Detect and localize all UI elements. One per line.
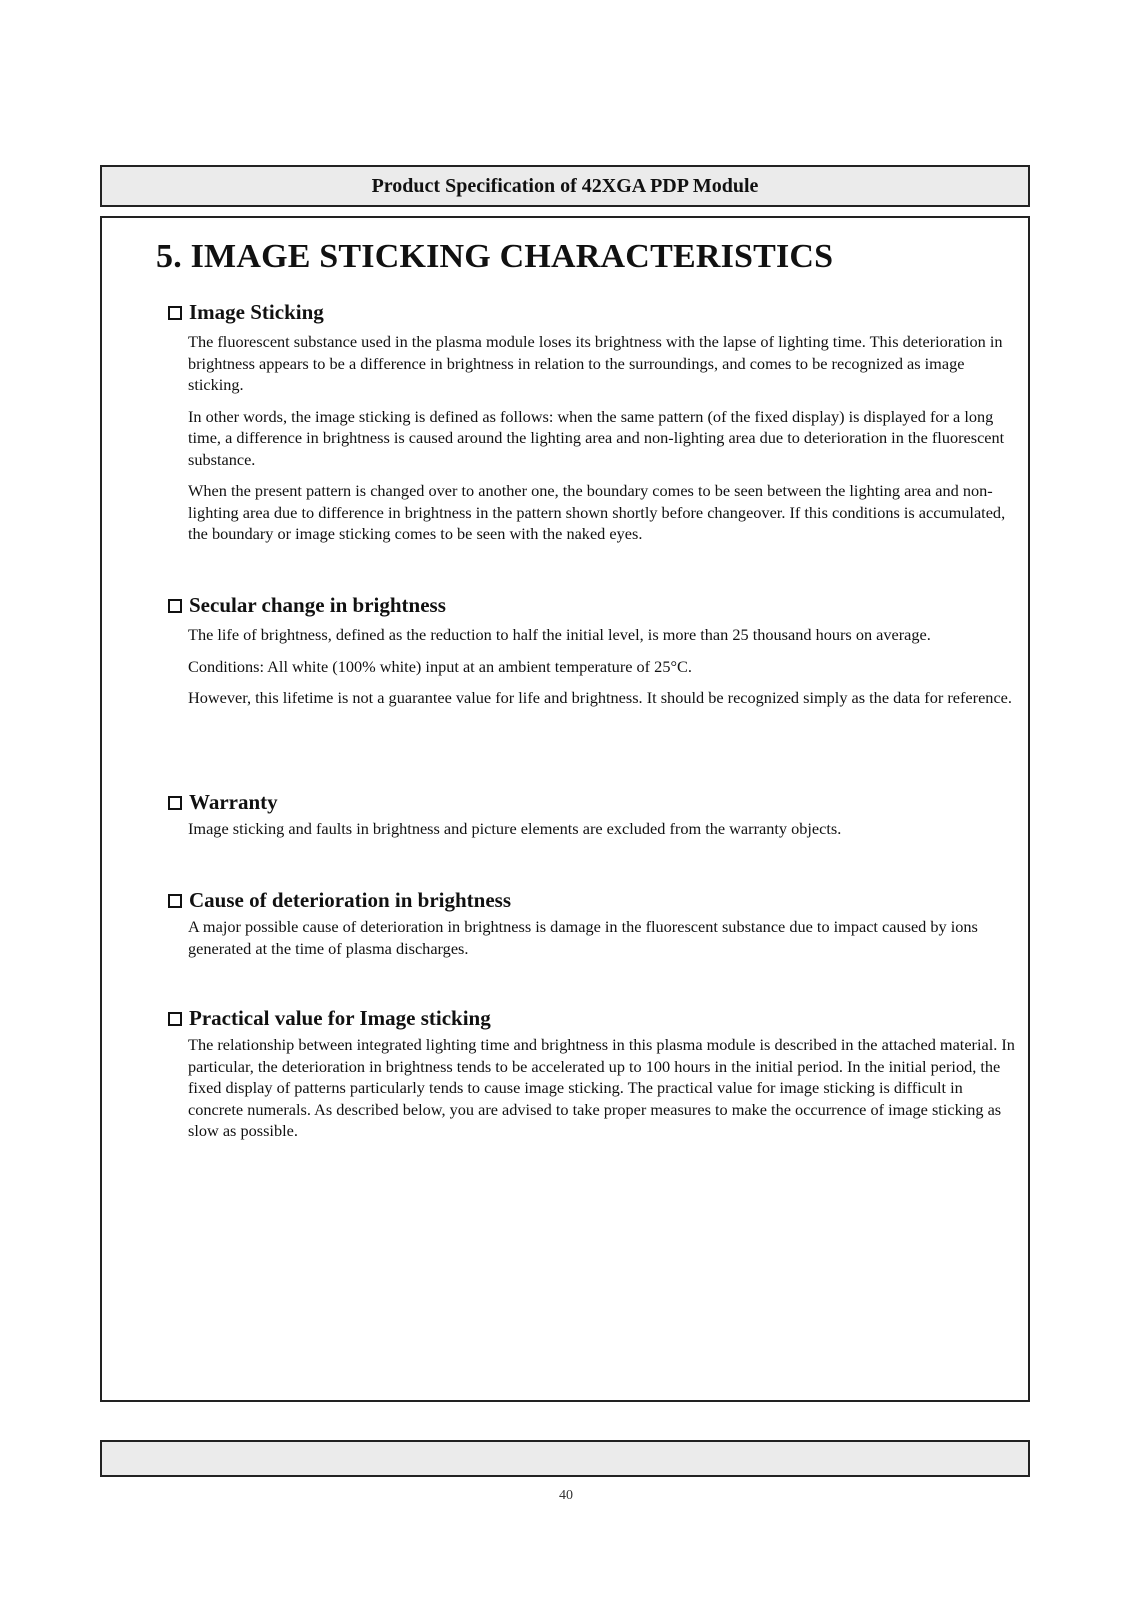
- section-heading: [168, 790, 1018, 815]
- section-heading: [168, 593, 1018, 618]
- paragraph: The relationship between integrated lighting time and brightness in this plasma module is described in the attached material. In particular, the deterioration in brightness tends to be accelerated up to 100 hours in the initial period. In the initial period, the fixed display of patterns particularly tends to cause image sticking. The practical value for image sticking is difficult in concrete numerals. As described below, you are advised to take proper measures to make the occurrence of image sticking as slow as possible.: [188, 1035, 1015, 1140]
- section-heading: [168, 888, 1018, 913]
- page-footer: [100, 1440, 1030, 1477]
- section-heading-text: Image Sticking: [189, 300, 324, 324]
- page-number: 40: [559, 1488, 573, 1503]
- section-cause-of-deterioration: [168, 888, 1018, 959]
- paragraph: Image sticking and faults in brightness and picture elements are excluded from the warranty objects.: [188, 819, 842, 838]
- section-secular-change: [168, 593, 1018, 709]
- paragraph: When the present pattern is changed over to another one, the boundary comes to be seen between the lighting area and non-lighting area due to difference in brightness in the pattern shown shortly before changeover. If this conditions is accumulated, the boundary or image sticking comes to be seen with the naked eyes.: [188, 481, 1006, 543]
- checkbox-bullet-icon: [168, 1012, 182, 1026]
- section-heading-text: Cause of deterioration in brightness: [189, 888, 511, 912]
- paragraph: Conditions: All white (100% white) input at an ambient temperature of 25°C.: [188, 656, 692, 676]
- paragraph: However, this lifetime is not a guarantee value for life and brightness. It should be recognized simply as the data for reference.: [188, 688, 1012, 707]
- chapter-title: 5. IMAGE STICKING CHARACTERISTICS: [156, 238, 834, 275]
- paragraph: A major possible cause of deterioration in brightness is damage in the fluorescent substance due to impact caused by ions generated at the time of plasma discharges.: [188, 917, 978, 958]
- section-heading-text: Practical value for Image sticking: [189, 1006, 491, 1030]
- page-header: [100, 165, 1030, 207]
- checkbox-bullet-icon: [168, 306, 182, 320]
- section-practical-value: [168, 1006, 1018, 1142]
- section-image-sticking: [168, 300, 1018, 545]
- section-heading: [168, 1006, 1018, 1031]
- section-heading-text: Warranty: [189, 790, 278, 814]
- paragraph: In other words, the image sticking is defined as follows: when the same pattern (of the fixed display) is displayed for a long time, a difference in brightness is caused around the lighting area and non-lighting area due to deterioration in the fluorescent substance.: [188, 406, 1005, 469]
- header-title: Product Specification of 42XGA PDP Module: [371, 174, 759, 197]
- checkbox-bullet-icon: [168, 599, 182, 613]
- paragraph: The life of brightness, defined as the reduction to half the initial level, is more than 25 thousand hours on average.: [188, 625, 931, 644]
- section-heading: [168, 300, 1018, 325]
- paragraph: The fluorescent substance used in the plasma module loses its brightness with the lapse of lighting time. This deterioration in brightness appears to be a difference in brightness in relation to the surroundings, and comes to be recognized as image sticking.: [188, 332, 1003, 394]
- checkbox-bullet-icon: [168, 894, 182, 908]
- section-heading-text: Secular change in brightness: [189, 593, 446, 617]
- checkbox-bullet-icon: [168, 796, 182, 810]
- section-warranty: [168, 790, 1018, 840]
